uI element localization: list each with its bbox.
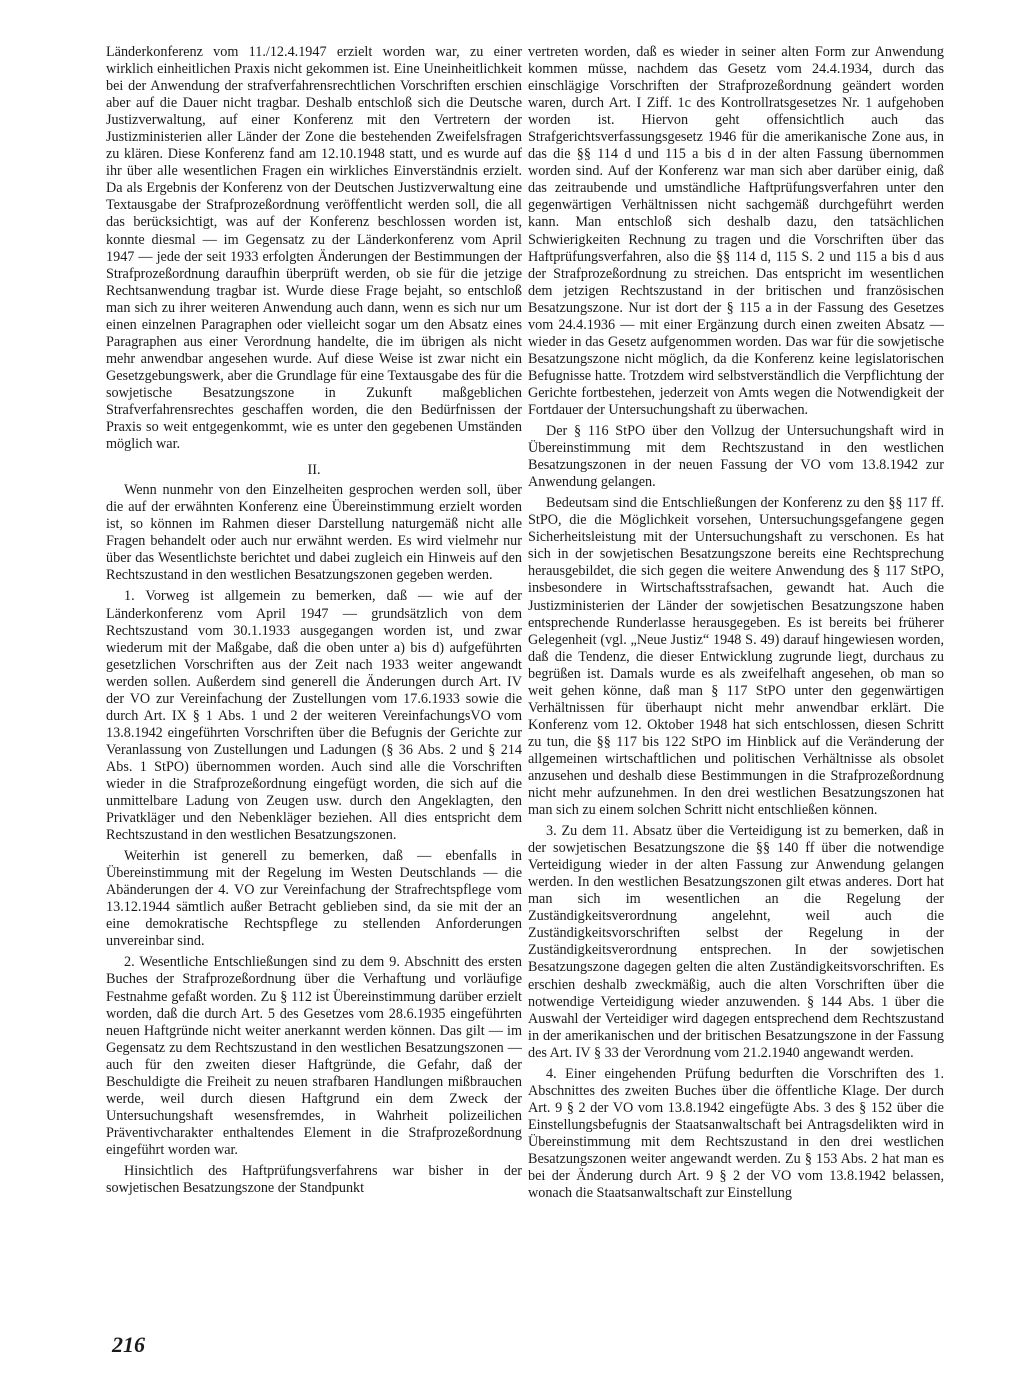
paragraph-continuation: Länderkonferenz vom 11./12.4.1947 erzielt worden war, zu einer wirklich einheitlichen Praxis nicht gekommen ist. Eine Uneinheitlichkeit bei der Anwendung der strafverfahrensrechtlichen Vorschriften erschien aber auf die Dauer nicht tragbar. Deshalb entschloß sich die Deutsche Justizverwaltung, auf einer Konferenz mit den Vertretern der Justizministerien aller Länder der Zone die bestehenden Zweifelsfragen zu klären. Diese Konferenz fand am 12.10.1948 statt, und es wurde auf ihr über alle wesentlichen Fragen ein wirkliches Einverständnis erzielt. Da als Ergebnis der Konferenz von der Deutschen Justizverwaltung eine Textausgabe der Strafprozeßordnung veröffentlicht werden soll, die all das berücksichtigt, was auf der Konferenz beschlossen worden ist, konnte diesmal — im Gegensatz zu der Länderkonferenz vom April 1947 — jede der seit 1933 erfolgten Änderungen der Bestimmungen der Strafprozeßordnung daraufhin überprüft werden, ob sie für die jetzige Rechtsanwendung tragbar ist. Wurde diese Frage bejaht, so entschloß man sich zu ihrer weiteren Anwendung auch dann, wenn es sich nur um einen einzelnen Paragraphen oder vielleicht sogar um den Absatz eines Paragraphen aus einer Verordnung handelte, die im übrigen als nicht mehr anwendbar angesehen wurde. Auf diese Weise ist zwar nicht ein Gesetzgebungswerk, aber die Grundlage für eine Textausgabe des für die sowjetische Besatzungszone in Zukunft maßgeblichen Strafverfahrensrechtes geschaffen worden, die den Bedürfnissen der Praxis so weit entgegenkommt, wie es unter den gegebenen Umständen möglich war. [106, 44, 522, 453]
paragraph-introduction: Wenn nunmehr von den Einzelheiten gesprochen werden soll, über die auf der erwähnten Konferenz eine Übereinstimmung erzielt worden ist, so können im Rahmen dieser Darstellung naturgemäß nicht alle Fragen behandelt oder auch nur erwähnt werden. Es wird vielmehr nur über das Wesentlichste berichtet und dabei zugleich ein Hinweis auf den Rechtszustand in den westlichen Besatzungszonen gegeben werden. [106, 482, 522, 584]
paragraph-continuation-right: vertreten worden, daß es wieder in seiner alten Form zur Anwendung kommen müsse, nachdem das Gesetz vom 24.4.1934, durch das einschlägige Vorschriften der Strafprozeßordnung geändert worden waren, durch Art. I Ziff. 1c des Kontrollratsgesetzes Nr. 1 aufgehoben worden ist. Hiervon geht offensichtlich auch das Strafgerichtsverfassungsgesetz 1946 für die amerikanische Zone aus, in das die §§ 114 d und 115 a bis d in der alten Fassung übernommen worden sind. Auf der Konferenz war man sich aber darüber einig, daß das zeitraubende und umständliche Haftprüfungsverfahren unter den gegenwärtigen Verhältnissen nicht sachgemäß durchgeführt werden kann. Man entschloß sich deshalb dazu, den tatsächlichen Schwierigkeiten Rechnung zu tragen und die Vorschriften über das Haftprüfungsverfahren, also die §§ 114 d, 115 S. 2 und 115 a bis d aus der Strafprozeßordnung zu streichen. Das entspricht im wesentlichen dem jetzigen Rechtszustand in der britischen und französischen Besatzungszone. Nur ist dort der § 115 a in der Fassung des Gesetzes vom 24.4.1936 — mit einer Ergänzung durch einen zweiten Absatz — wieder in das Gesetz aufgenommen worden. Das war für die sowjetische Besatzungszone nicht möglich, da die Konferenz keine legislatorischen Befugnisse hatte. Trotzdem wird selbstverständlich die Verpflichtung der Gerichte fortbestehen, jederzeit von Amts wegen die Notwendigkeit der Fortdauer der Untersuchungshaft zu überwachen. [528, 44, 944, 418]
paragraph-further-remark: Weiterhin ist generell zu bemerken, daß — ebenfalls in Übereinstimmung mit der Regelung im Westen Deutschlands — die Abänderungen der 4. VO zur Vereinfachung der Strafrechtspflege vom 13.12.1944 sämtlich außer Betracht geblieben sind, da sie mit der an eine demokratische Rechtspflege zu stellenden Anforderungen unvereinbar sind. [106, 848, 522, 950]
page-number: 216 [112, 1332, 145, 1357]
section-heading: II. [307, 462, 321, 479]
paragraph-section-117: Bedeutsam sind die Entschließungen der Konferenz zu den §§ 117 ff. StPO, die die Möglichkeit vorsehen, Untersuchungsgefangene gegen Sicherheitsleistung mit der Untersuchungshaft zu verschonen. Es hat sich in der sowjetischen Besatzungszone bereits eine Rechtsprechung herausgebildet, die sich gegen die weitere Anwendung des § 117 StPO, insbesondere in Wirtschaftsstrafsachen, gewandt hat. Auch die Justizministerien der Länder der sowjetischen Besatzungszone haben entsprechende Runderlasse herausgegeben. Es ist bereits bei früherer Gelegenheit (vgl. „Neue Justiz“ 1948 S. 49) darauf hingewiesen worden, daß die Tendenz, die dieser Entwicklung zugrunde liegt, durchaus zu begrüßen ist. Damals wurde es als zweifelhaft angesehen, ob man so weit gehen könne, daß man § 117 StPO unter den gegenwärtigen Verhältnissen für überhaupt nicht mehr anwendbar erklärt. Die Konferenz vom 12. Oktober 1948 hat sich entschlossen, diesen Schritt zu tun, die §§ 117 bis 122 StPO im Hinblick auf die Veränderung der allgemeinen wirtschaftlichen und politischen Verhältnisse als obsolet anzusehen und deshalb diese Bestimmungen in die Strafprozeßordnung nicht mehr aufzunehmen. In den drei westlichen Besatzungszonen hat man sich zu einem solchen Schritt nicht entschließen können. [528, 495, 944, 819]
paragraph-haftpruefung: Hinsichtlich des Haftprüfungsverfahrens war bisher in der sowjetischen Besatzungszone der Standpunkt [106, 1163, 522, 1197]
right-column [528, 44, 944, 1202]
paragraph-point-4: 4. Einer eingehenden Prüfung bedurften die Vorschriften des 1. Abschnittes des zweiten Buches über die öffentliche Klage. Der durch Art. 9 § 2 der VO vom 13.8.1942 eingefügte Abs. 3 des § 152 über die Einstellungsbefugnis der Staatsanwaltschaft bei Antragsdelikten wird in Übereinstimmung mit dem Rechtszustand in den drei westlichen Besatzungszonen weiter angewandt werden. Zu § 153 Abs. 2 hat man es bei der Änderung durch Art. 9 § 2 der VO vom 13.8.1942 belassen, wonach die Staatsanwaltschaft zur Einstellung [528, 1065, 944, 1202]
paragraph-section-116: Der § 116 StPO über den Vollzug der Untersuchungshaft wird in Übereinstimmung mit dem Rechtszustand in den westlichen Besatzungszonen in der neuen Fassung der VO vom 13.8.1942 zur Anwendung gelangen. [528, 423, 944, 491]
paragraph-point-2: 2. Wesentliche Entschließungen sind zu dem 9. Abschnitt des ersten Buches der Strafprozeßordnung über die Verhaftung und vorläufige Festnahme gefaßt worden. Zu § 112 ist Übereinstimmung darüber erzielt worden, daß die durch Art. 5 des Gesetzes vom 28.6.1935 eingeführten neuen Haftgründe nicht weiter anerkannt werden können. Das gilt — im Gegensatz zu dem Rechtszustand in den westlichen Besatzungszonen — auch für den zweiten dieser Haftgründe, die Gefahr, daß der Beschuldigte die Freiheit zu neuen strafbaren Handlungen mißbrauchen werde, weil durch diesen Haftgrund ein dem Zweck der Untersuchungshaft wesensfremdes, in Wahrheit polizeilichen Präventivcharakter enthaltendes Element in die Strafprozeßordnung eingeführt worden war. [106, 954, 522, 1158]
left-column [106, 44, 522, 1197]
paragraph-point-1: 1. Vorweg ist allgemein zu bemerken, daß — wie auf der Länderkonferenz vom April 1947 — grundsätzlich von dem Rechtszustand vom 30.1.1933 ausgegangen worden ist, und zwar wiederum mit der Maßgabe, daß die oben unter a) bis d) aufgeführten gesetzlichen Vorschriften aus der Zeit nach 1933 weiter angewandt werden sollen. Außerdem sind generell die Änderungen durch Art. IV der VO zur Vereinfachung der Zustellungen vom 17.6.1933 sowie die durch Art. IX § 1 Abs. 1 und 2 der weiteren VereinfachungsVO vom 13.8.1942 eingeführten Vorschriften über die Befugnis der Gerichte zur Veranlassung von Zustellungen und Ladungen (§ 36 Abs. 2 und § 214 Abs. 1 StPO) übernommen worden. Auch sind alle die Vorschriften wieder in die Strafprozeßordnung eingefügt worden, die sich auf die unmittelbare Ladung von Zeugen usw. durch den Angeklagten, den Privatkläger und den Nebenkläger beziehen. All dies entspricht dem Rechtszustand in den westlichen Besatzungszonen. [106, 588, 522, 844]
paragraph-point-3: 3. Zu dem 11. Absatz über die Verteidigung ist zu bemerken, daß in der sowjetischen Besatzungszone die §§ 140 ff über die notwendige Verteidigung wieder in der alten Fassung zur Anwendung gelangen werden. In den westlichen Besatzungszonen gilt etwas anderes. Dort hat man sich im wesentlichen an die Regelung der Zuständigkeitsverordnung angelehnt, weil auch die Zuständigkeitsvorschriften selbst der Regelung in der Zuständigkeitsverordnung entsprechen. In der sowjetischen Besatzungszone dagegen gelten die alten Zuständigkeitsvorschriften. Es erschien deshalb zweckmäßig, auch die alten Vorschriften über die notwendige Verteidigung wieder anzuwenden. § 144 Abs. 1 über die Auswahl der Verteidiger wird dagegen entsprechend dem Rechtszustand in der amerikanischen und der britischen Besatzungszone in der Fassung des Art. IV § 33 der Verordnung vom 21.2.1940 angewandt werden. [528, 823, 944, 1061]
